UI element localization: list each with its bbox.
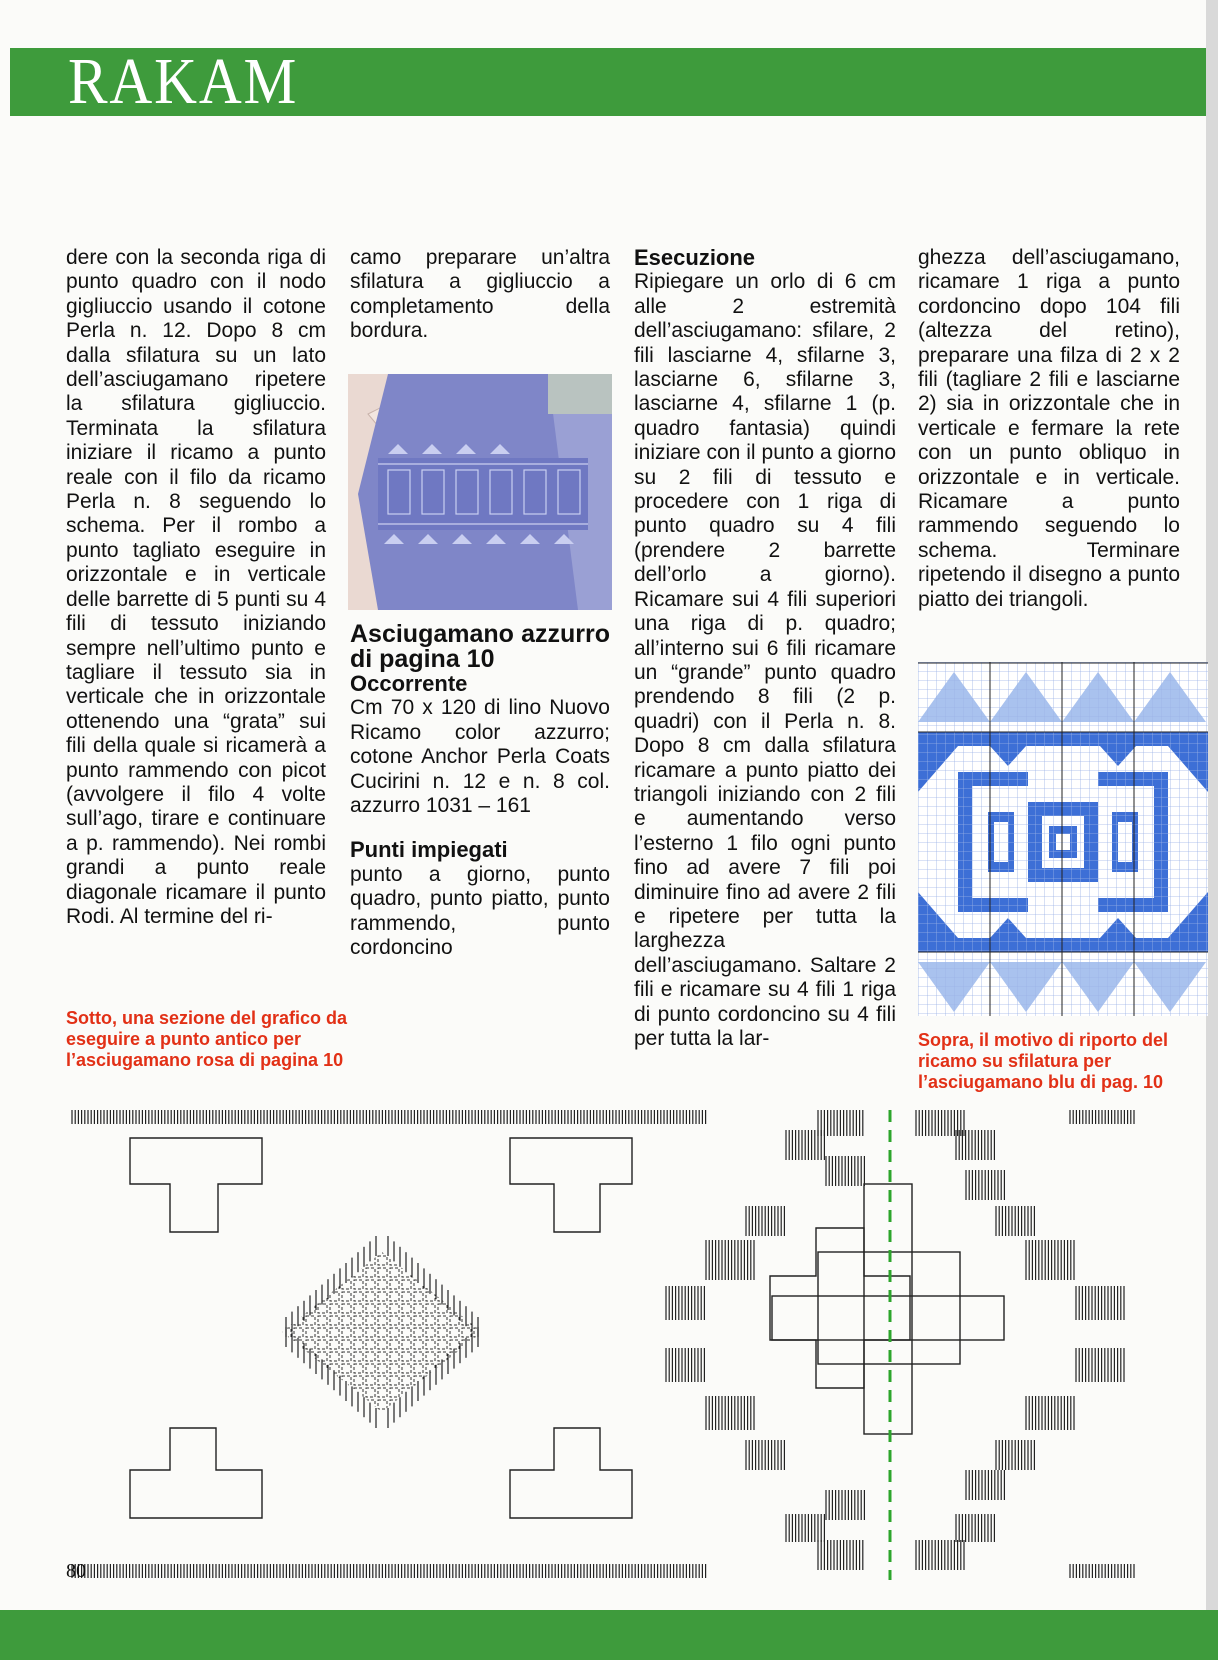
body-text: camo preparare un’altra sfilatura a gigliuccio a completamento della bordura. <box>350 246 610 343</box>
blue-pattern-chart <box>918 662 1208 1016</box>
text-column-3 <box>634 246 896 1051</box>
execution-heading: Esecuzione <box>634 245 756 270</box>
materials-heading: Occorrente <box>350 671 468 696</box>
body-text: ghezza dell’asciugamano, ricamare 1 riga a punto cordoncino dopo 104 fili (altezza del retino), preparare una filza di 2 x 2 fili (tagliare 2 fili e lasciarne 2) sia in orizzontale che in verticale e fermare la rete con un punto obliquo in orizzontale e in verticale. Ricamare a punto rammendo seguendo lo schema. Terminare ripetendo il disegno a punto piatto dei triangoli. <box>918 246 1180 611</box>
punto-antico-chart <box>66 1110 1206 1580</box>
towel-photo <box>348 374 612 610</box>
caption-left: Sotto, una sezione del grafico da eseguire a punto antico per l’asciugamano rosa di pagina 10 <box>66 1008 348 1070</box>
materials-text: Cm 70 x 120 di lino Nuovo Ricamo color azzurro; cotone Anchor Perla Coats Cucirini n. 12 e n. 8 col. azzurro 1031 – 161 <box>350 696 610 818</box>
stitches-text: punto a giorno, punto quadro, punto piatto, punto rammendo, punto cordoncino <box>350 862 610 960</box>
page-number: 80 <box>66 1560 86 1582</box>
text-column-1 <box>66 246 326 929</box>
stitches-heading: Punti impiegati <box>350 837 508 863</box>
caption-right: Sopra, il motivo di riporto del ricamo su sfilatura per l’asciugamano blu di pag. 10 <box>918 1030 1169 1092</box>
article-heading: Asciugamano azzurro di pagina 10 <box>350 620 610 673</box>
text-column-2-lower <box>350 622 610 960</box>
execution-text: Ripiegare un orlo di 6 cm alle 2 estremità dell’asciugamano: sfilare, 2 fili lasciarne 4, sfilarne 3, lasciarne 6, sfilarne 3, lasciarne 4, sfilarne 1 (p. quadro fantasia) quindi iniziare con il punto a giorno su 2 fili di tessuto e procedere con 1 riga di punto quadro su 4 fili (prendere 2 barrette dell’orlo a giorno). Ricamare sui 4 fili superiori una riga di p. quadro; all’interno sui 6 fili ricamare un “grande” punto quadro prendendo 8 fili (2 p. quadri) con il Perla n. 8. Dopo 8 cm dalla sfilatura ricamare a punto piatto dei triangoli iniziando con 2 fili e aumentando verso l’esterno 1 filo ogni punto fino ad avere 7 fili poi diminuire fino ad avere 2 fili e ripetere per tutta la larghezza dell’asciugamano. Saltare 2 fili e ricamare su 4 fili 1 riga di punto cordoncino su 4 fili per tutta la lar- <box>634 270 896 1050</box>
body-text: dere con la seconda riga di punto quadro con il nodo gigliuccio usando il cotone Perla n. 12. Dopo 8 cm dalla sfilatura su un lato dell’asciugamano ripetere la sfilatura gigliuccio. Terminata la sfilatura iniziare il ricamo a punto reale con il filo da ricamo Perla n. 8 seguendo lo schema. Per il rombo a punto tagliato eseguire in orizzontale e in verticale delle barrette di 5 punti su 4 fili di tessuto iniziando sempre nell’ultimo punto e tagliare il tessuto sia in verticale che in orizzontale ottenendo una “grata” sui fili della quale si ricamerà a punto rammendo con picot (avvolgere il filo 4 volte sull’ago, tirare e continuare a p. rammendo). Nei rombi grandi a punto reale diagonale ricamare il punto Rodi. Al termine del ri- <box>66 246 326 928</box>
text-column-2 <box>350 246 610 344</box>
section-title: RAKAM <box>68 45 299 118</box>
footer-band <box>0 1610 1218 1660</box>
text-column-4 <box>918 246 1180 612</box>
